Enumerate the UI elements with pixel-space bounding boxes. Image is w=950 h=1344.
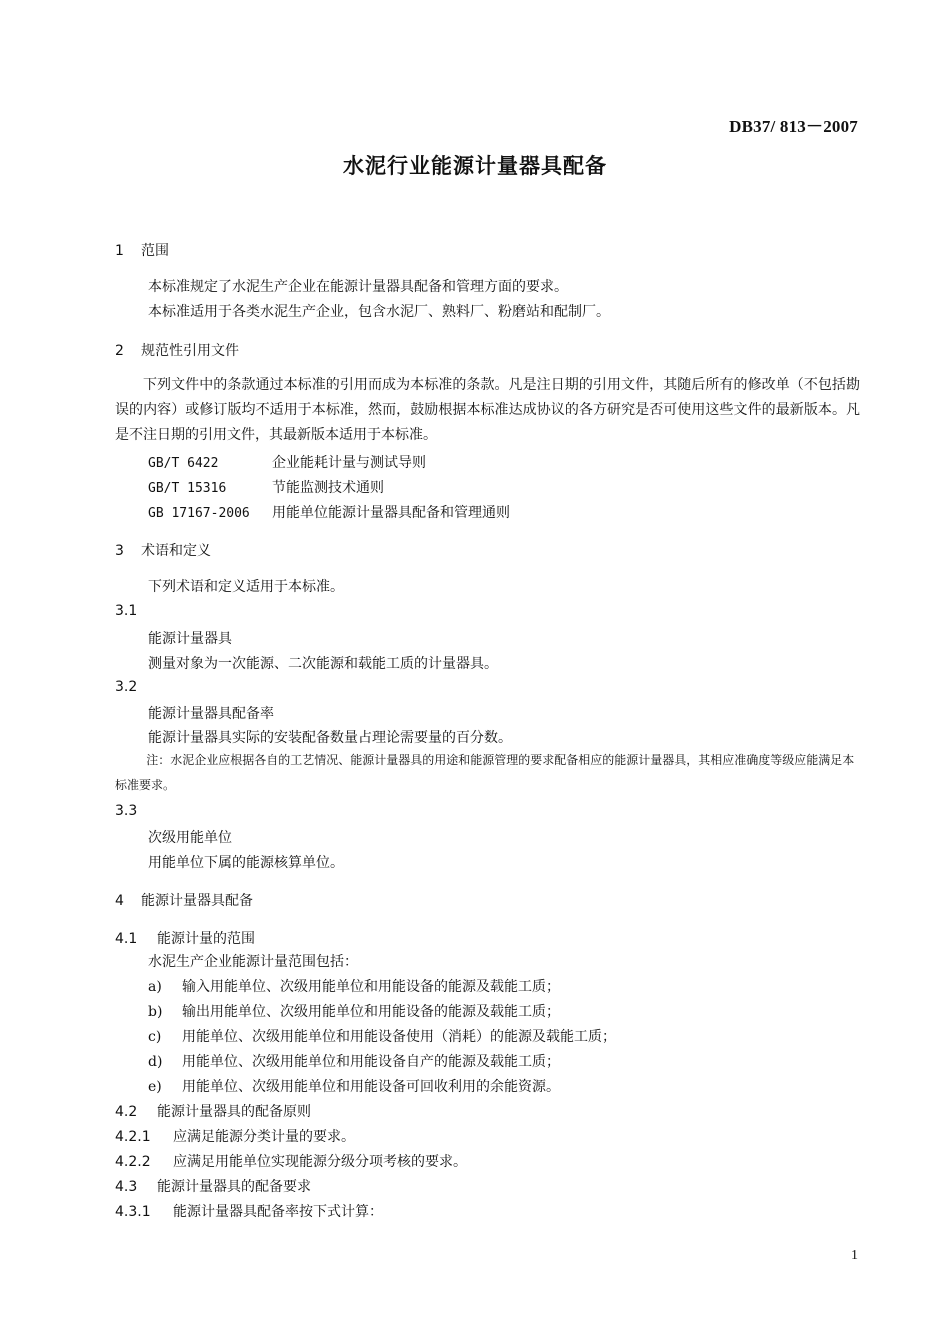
section-title: 范围 [141,243,169,259]
reference-title: 节能监测技术通则 [272,480,384,496]
list-item-tag: c) [148,1029,162,1045]
reference-code: GB/T 15316 [148,481,227,496]
subsection-4-2-heading [115,1101,311,1121]
reference-code: GB 17167-2006 [148,506,250,521]
section-number: 3 [115,543,124,559]
subsection-number: 4.3 [115,1179,138,1195]
subsection-4-1-intro: 水泥生产企业能源计量范围包括： [148,954,358,970]
term-number: 3.2 [115,679,138,695]
subsection-number: 4.1 [115,931,138,947]
clause-number: 4.3.1 [115,1204,151,1220]
clause-number: 4.2.2 [115,1154,151,1170]
clause [115,1151,467,1171]
subsection-title: 能源计量的范围 [157,931,255,947]
term-number: 3.1 [115,603,138,619]
reference-item [148,452,426,472]
term-definition: 能源计量器具实际的安装配备数量占理论需要量的百分数。 [148,730,512,746]
reference-code: GB/T 6422 [148,456,219,471]
clause [115,1201,383,1221]
section-title: 规范性引用文件 [141,343,239,359]
term-definition: 用能单位下属的能源核算单位。 [148,855,344,871]
list-item-text: 用能单位、次级用能单位和用能设备自产的能源及载能工质； [182,1054,560,1070]
clause-text: 应满足用能单位实现能源分级分项考核的要求。 [173,1154,467,1170]
section-number: 1 [115,243,124,259]
clause [115,1126,355,1146]
section-1-paragraph-2: 本标准适用于各类水泥生产企业，包含水泥厂、熟料厂、粉磨站和配制厂。 [148,304,610,320]
reference-title: 用能单位能源计量器具配备和管理通则 [272,505,510,521]
term-number: 3.3 [115,803,138,819]
section-number: 4 [115,893,124,909]
section-1-paragraph-1: 本标准规定了水泥生产企业在能源计量器具配备和管理方面的要求。 [148,279,568,295]
clause-number: 4.2.1 [115,1129,151,1145]
subsection-number: 4.2 [115,1104,138,1120]
section-title: 能源计量器具配备 [141,893,253,909]
section-3-intro: 下列术语和定义适用于本标准。 [148,579,344,595]
list-item [148,1076,560,1096]
note: 注：水泥企业应根据各自的工艺情况、能源计量器具的用途和能源管理的要求配备相应的能源计量器具，其相应准确度等级应能满足本标准要求。 [115,753,855,792]
reference-item [148,502,510,522]
reference-title: 企业能耗计量与测试导则 [272,455,426,471]
section-2-paragraph: 下列文件中的条款通过本标准的引用而成为本标准的条款。凡是注日期的引用文件，其随后所有的修改单（不包括勘误的内容）或修订版均不适用于本标准，然而，鼓励根据本标准达成协议的各方研究是否可使用这些文件的最新版本。凡是不注日期的引用文件，其最新版本适用于本标准。 [115,377,860,443]
term-name: 次级用能单位 [148,830,232,846]
list-item-tag: b) [148,1004,163,1020]
document-title: 水泥行业能源计量器具配备 [343,154,607,178]
standard-code: DB37/ 813－2007 [729,117,858,136]
section-2-heading [115,340,239,360]
term-name: 能源计量器具 [148,631,232,647]
subsection-title: 能源计量器具的配备原则 [157,1104,311,1120]
section-3-heading [115,540,211,560]
section-1-heading [115,240,169,260]
list-item [148,1051,560,1071]
list-item-text: 输出用能单位、次级用能单位和用能设备的能源及载能工质； [182,1004,560,1020]
section-title: 术语和定义 [141,543,211,559]
clause-text: 应满足能源分类计量的要求。 [173,1129,355,1145]
clause-text: 能源计量器具配备率按下式计算： [173,1204,383,1220]
list-item [148,1026,616,1046]
list-item-text: 用能单位、次级用能单位和用能设备可回收利用的余能资源。 [182,1079,560,1095]
list-item-tag: d) [148,1054,163,1070]
subsection-4-1-heading [115,928,255,948]
section-number: 2 [115,343,124,359]
term-definition: 测量对象为一次能源、二次能源和载能工质的计量器具。 [148,656,498,672]
page-number: 1 [851,1248,858,1263]
list-item-tag: e) [148,1079,162,1095]
list-item-tag: a) [148,979,162,995]
list-item [148,1001,560,1021]
subsection-title: 能源计量器具的配备要求 [157,1179,311,1195]
reference-item [148,477,384,497]
list-item [148,976,560,996]
subsection-4-3-heading [115,1176,311,1196]
term-name: 能源计量器具配备率 [148,706,274,722]
section-4-heading [115,890,253,910]
list-item-text: 用能单位、次级用能单位和用能设备使用（消耗）的能源及载能工质； [182,1029,616,1045]
list-item-text: 输入用能单位、次级用能单位和用能设备的能源及载能工质； [182,979,560,995]
